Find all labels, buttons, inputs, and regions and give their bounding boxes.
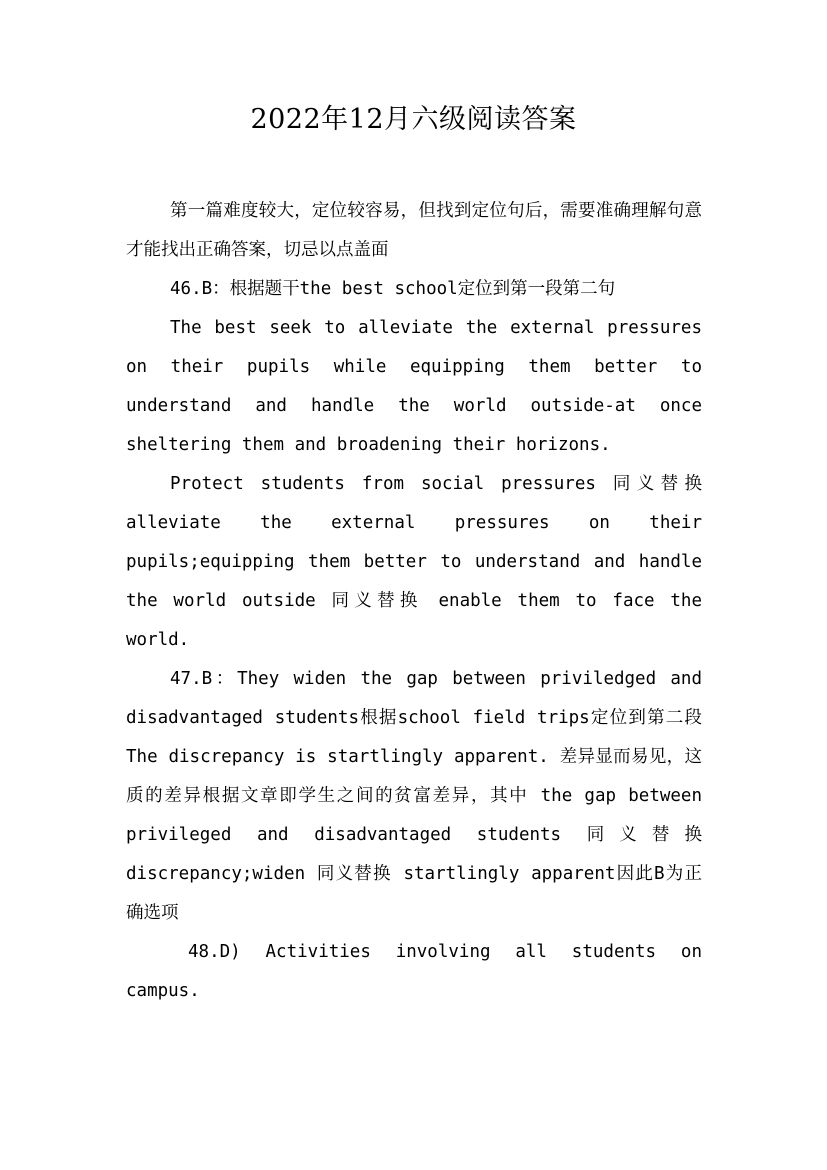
intro-paragraph: 第一篇难度较大，定位较容易，但找到定位句后，需要准确理解句意才能找出正确答案，切忌以点盖面: [126, 201, 702, 260]
quote-46-paragraph: The best seek to alleviate the external pressures on their pupils while equipping them better to understand and handle the world outside-at once sheltering them and broadening their horizons.: [126, 318, 702, 455]
answer-48-paragraph: 48.D) Activities involving all students on campus.: [126, 942, 702, 1001]
answer-47-paragraph: 47.B：They widen the gap between priviledged and disadvantaged students根据school field trips定位到第二段The discrepancy is startlingly apparent. 差异显而易见，这质的差异根据文章即学生之间的贫富差异，其中 the gap between privileged and disadvantaged students 同义替换 discrepancy;widen 同义替换 startlingly apparent因此B为正确选项: [126, 669, 702, 923]
document-body: [126, 192, 702, 1011]
explanation-46-paragraph: Protect students from social pressures 同义替换 alleviate the external pressures on their pupils;equipping them better to understand and handle the world outside 同义替换 enable them to face the world.: [126, 474, 702, 650]
document-title: 2022年12月六级阅读答案: [250, 104, 577, 135]
answer-46-paragraph: 46.B：根据题干the best school定位到第一段第二句: [170, 279, 616, 299]
